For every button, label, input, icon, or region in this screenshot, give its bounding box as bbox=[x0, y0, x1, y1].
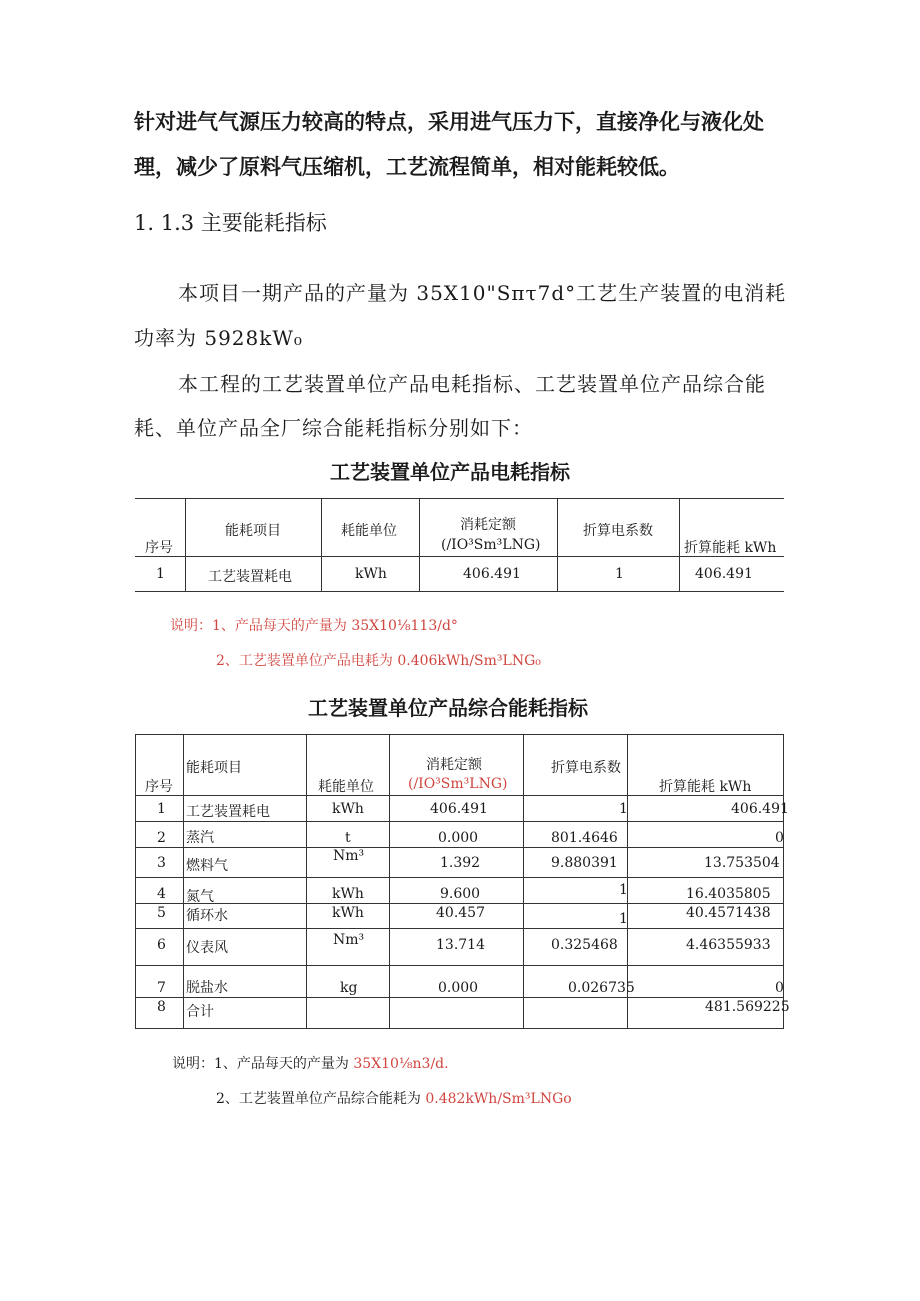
t2-row7-factor: 0.026735 bbox=[568, 980, 635, 996]
t2-header-quota-2: (/IO³Sm³LNG) bbox=[408, 776, 508, 792]
t2-header-quota-1: 消耗定额 bbox=[426, 757, 482, 773]
t1-header-quota-1: 消耗定额 bbox=[460, 517, 516, 533]
t2-header-unit: 耗能单位 bbox=[318, 779, 374, 795]
t1-header-energy: 折算能耗 kWh bbox=[684, 540, 777, 556]
paragraph1-line1: 针对进气气源压力较高的特点，采用进气压力下，直接净化与液化处 bbox=[134, 109, 764, 134]
table2-note2 bbox=[216, 1088, 572, 1108]
t2-row4-factor: 1 bbox=[619, 882, 628, 898]
t1-header-seq: 序号 bbox=[145, 540, 173, 556]
t1-row1-item: 工艺装置耗电 bbox=[208, 569, 292, 585]
t2-row6-quota: 13.714 bbox=[436, 937, 485, 953]
t2-row2-energy: 0 bbox=[775, 830, 784, 846]
t2-row3-factor: 9.880391 bbox=[551, 855, 618, 871]
table1-note1: 说明：1、产品每天的产量为 35X10⅛113∕d° bbox=[170, 618, 458, 634]
table1-note2: 2、工艺装置单位产品电耗为 0.406kWh∕Sm³LNG₀ bbox=[216, 653, 541, 669]
table2-note1 bbox=[172, 1053, 449, 1073]
paragraph3-line1: 本工程的工艺装置单位产品电耗指标、工艺装置单位产品综合能 bbox=[178, 372, 766, 396]
t2-row6-seq: 6 bbox=[157, 937, 166, 953]
t1-header-factor: 折算电系数 bbox=[583, 523, 653, 539]
t2-row7-seq: 7 bbox=[157, 980, 166, 996]
table2-note2-value: 0.482kWh∕Sm³LNGo bbox=[425, 1091, 572, 1107]
t1-header-unit: 耗能单位 bbox=[341, 523, 397, 539]
t2-row6-item: 仪表风 bbox=[186, 940, 228, 956]
t2-row7-unit: kg bbox=[340, 980, 358, 996]
t1-row1-unit: kWh bbox=[355, 566, 387, 582]
t2-row2-factor: 801.4646 bbox=[551, 830, 618, 846]
t2-row6-unit: Nm³ bbox=[333, 932, 365, 948]
t2-row3-energy: 13.753504 bbox=[704, 855, 780, 871]
t2-header-energy: 折算能耗 kWh bbox=[659, 779, 752, 795]
t2-row8-item: 合计 bbox=[186, 1004, 214, 1020]
t2-row7-item: 脱盐水 bbox=[186, 980, 228, 996]
table2-note2-prefix: 2、工艺装置单位产品综合能耗为 bbox=[216, 1091, 426, 1107]
t2-row2-seq: 2 bbox=[157, 830, 166, 846]
paragraph2-line2: 功率为 5928kW₀ bbox=[134, 326, 303, 350]
t1-row1-seq: 1 bbox=[156, 566, 165, 582]
t1-header-quota-2: (/IO³Sm³LNG) bbox=[441, 537, 541, 553]
t2-row1-item: 工艺装置耗电 bbox=[186, 804, 270, 820]
t2-row4-energy: 16.4035805 bbox=[686, 886, 771, 902]
t2-row8-seq: 8 bbox=[157, 999, 166, 1015]
t2-row4-unit: kWh bbox=[332, 886, 364, 902]
t2-row5-quota: 40.457 bbox=[436, 905, 485, 921]
t2-row3-quota: 1.392 bbox=[440, 855, 481, 871]
t2-row3-seq: 3 bbox=[157, 855, 166, 871]
t2-header-factor: 折算电系数 bbox=[551, 760, 621, 776]
t2-row3-item: 燃料气 bbox=[186, 858, 228, 874]
t2-row4-seq: 4 bbox=[157, 886, 166, 902]
t2-row1-unit: kWh bbox=[332, 801, 364, 817]
t2-header-seq: 序号 bbox=[145, 779, 173, 795]
t2-row5-energy: 40.4571438 bbox=[686, 905, 771, 921]
section-heading: 1. 1.3 主要能耗指标 bbox=[134, 211, 327, 235]
t2-row1-energy: 406.491 bbox=[731, 801, 789, 817]
t2-row5-item: 循环水 bbox=[186, 908, 228, 924]
t2-row6-energy: 4.46355933 bbox=[686, 937, 771, 953]
t1-row1-quota: 406.491 bbox=[463, 566, 521, 582]
t2-row6-factor: 0.325468 bbox=[551, 937, 618, 953]
t1-row1-factor: 1 bbox=[615, 566, 624, 582]
t2-row5-factor: 1 bbox=[619, 911, 628, 927]
table2-note1-prefix: 说明：1、产品每天的产量为 bbox=[172, 1056, 354, 1072]
t2-row1-quota: 406.491 bbox=[430, 801, 488, 817]
t2-row1-factor: 1 bbox=[619, 801, 628, 817]
t2-row2-item: 蒸汽 bbox=[186, 830, 214, 846]
t2-row1-seq: 1 bbox=[157, 801, 166, 817]
t2-row2-quota: 0.000 bbox=[438, 830, 479, 846]
t2-header-item: 能耗项目 bbox=[186, 760, 242, 776]
paragraph2-line1: 本项目一期产品的产量为 35X10"Sπτ7d°工艺生产装置的电消耗 bbox=[178, 281, 787, 305]
t1-header-item: 能耗项目 bbox=[225, 523, 281, 539]
paragraph1-line2: 理，减少了原料气压缩机，工艺流程简单，相对能耗较低。 bbox=[134, 154, 680, 179]
t2-row3-unit: Nm³ bbox=[333, 848, 365, 864]
t2-row7-energy: 0 bbox=[775, 980, 784, 996]
t2-row4-quota: 9.600 bbox=[440, 886, 481, 902]
t2-row7-quota: 0.000 bbox=[438, 980, 479, 996]
t2-row5-seq: 5 bbox=[157, 905, 166, 921]
t2-row8-energy: 481.569225 bbox=[705, 999, 790, 1015]
t2-row2-unit: t bbox=[345, 830, 351, 846]
t2-row4-item: 氮气 bbox=[186, 889, 214, 905]
table1-title: 工艺装置单位产品电耗指标 bbox=[330, 460, 570, 484]
table2-title: 工艺装置单位产品综合能耗指标 bbox=[308, 696, 588, 720]
t1-row1-energy: 406.491 bbox=[695, 566, 753, 582]
t2-row5-unit: kWh bbox=[332, 905, 364, 921]
paragraph3-line2: 耗、单位产品全厂综合能耗指标分别如下： bbox=[134, 416, 533, 440]
table2-note1-value: 35X10⅛n3∕d. bbox=[353, 1056, 449, 1072]
